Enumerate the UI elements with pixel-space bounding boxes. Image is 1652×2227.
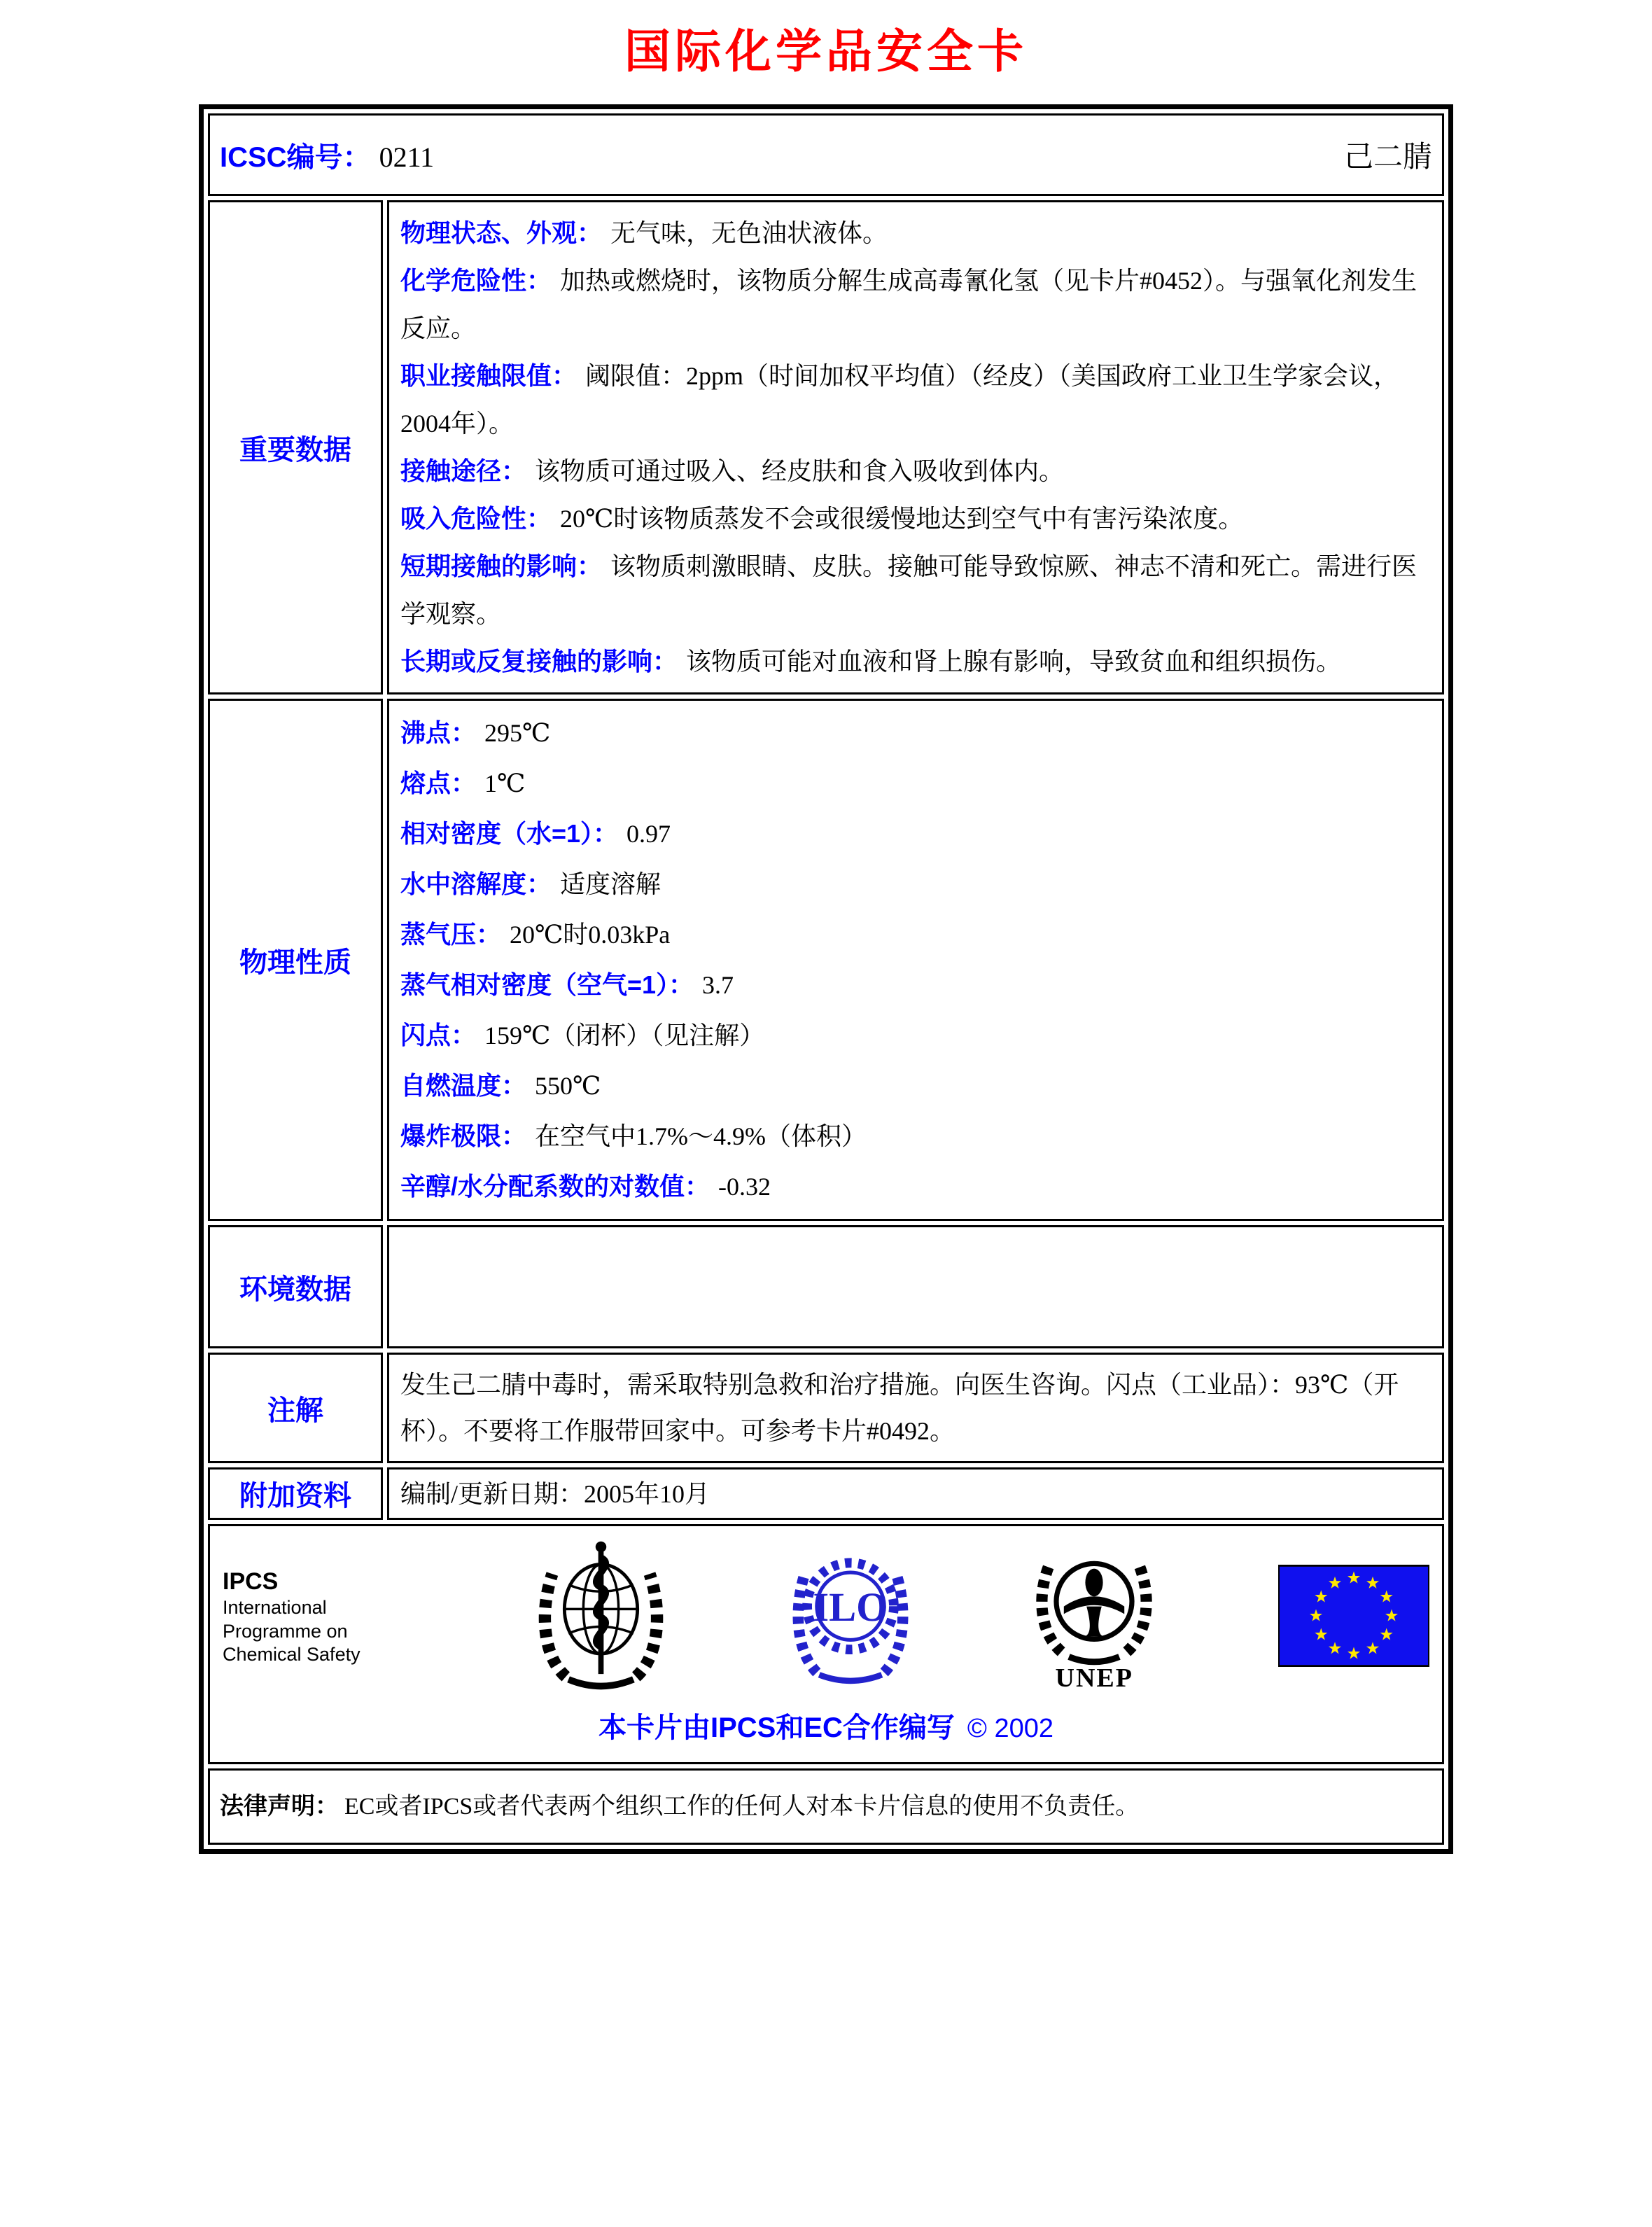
important-data-item [400, 209, 1431, 257]
physical-property-item [400, 1010, 1431, 1061]
item-text: 20℃时0.03kPa [510, 921, 671, 949]
icsc-number-row [208, 113, 1444, 196]
cooperation-caption [218, 1698, 1434, 1755]
item-label: 闪点： [400, 1021, 477, 1049]
page-title: 国际化学品安全卡 [624, 25, 1028, 77]
ipcs-subtitle-line1: International [223, 1596, 327, 1618]
item-label: 短期接触的影响： [400, 552, 603, 580]
item-label: 水中溶解度： [400, 870, 552, 898]
icsc-number-label: ICSC编号： [220, 141, 371, 173]
unep-wordmark: UNEP [1055, 1663, 1133, 1693]
safety-card-table [199, 104, 1453, 1854]
physical-property-item [400, 708, 1431, 758]
notes-title: 注解 [208, 1353, 383, 1463]
important-data-item [400, 543, 1431, 638]
item-text: 3.7 [702, 971, 734, 999]
ilo-letters: ILO [812, 1584, 888, 1630]
unep-logo-icon [1031, 1541, 1157, 1694]
legal-label: 法律声明： [220, 1793, 339, 1820]
item-text: 适度溶解 [560, 870, 662, 898]
physical-property-item [400, 809, 1431, 859]
icsc-number-value: 0211 [379, 141, 435, 173]
physical-properties-row [208, 699, 1444, 1221]
item-label: 辛醇/水分配系数的对数值： [400, 1172, 710, 1201]
icsc-number-group [220, 135, 434, 175]
item-label: 蒸气压： [400, 920, 502, 949]
important-data-item [400, 495, 1431, 543]
icsc-safety-card-page [0, 14, 1652, 2227]
physical-property-item [400, 758, 1431, 809]
logos-cell [208, 1524, 1444, 1764]
item-text: 无气味，无色油状液体。 [610, 219, 888, 247]
physical-properties-title: 物理性质 [208, 699, 383, 1221]
item-label: 吸入危险性： [400, 504, 552, 533]
item-text: 20℃时该物质蒸发不会或很缓慢地达到空气中有害污染浓度。 [560, 505, 1244, 533]
item-text: 159℃（闭杯）（见注解） [484, 1021, 765, 1049]
environmental-data-title: 环境数据 [208, 1225, 383, 1348]
environmental-data-content [387, 1225, 1444, 1348]
item-label: 蒸气相对密度（空气=1）： [400, 970, 694, 999]
physical-property-item [400, 1161, 1431, 1212]
item-text: 在空气中1.7%～4.9%（体积） [535, 1122, 867, 1150]
physical-property-item [400, 960, 1431, 1010]
important-data-item [400, 447, 1431, 495]
ipcs-subtitle-line2: Programme on [223, 1620, 348, 1642]
important-data-row [208, 200, 1444, 694]
important-data-title: 重要数据 [208, 200, 383, 694]
item-label: 熔点： [400, 769, 477, 797]
physical-property-item [400, 909, 1431, 960]
icsc-number-cell [208, 113, 1444, 196]
item-text: 该物质刺激眼睛、皮肤。接触可能导致惊厥、神志不清和死亡。需进行医学观察。 [400, 552, 1418, 628]
item-text: 该物质可能对血液和肾上腺有影响，导致贫血和组织损伤。 [686, 648, 1342, 676]
item-label: 自燃温度： [400, 1071, 527, 1100]
item-text: -0.32 [718, 1173, 771, 1201]
item-text: 阈限值：2ppm（时间加权平均值）（经皮）（美国政府工业卫生学家会议，2004年）。 [400, 362, 1399, 438]
ilo-logo-icon [790, 1535, 911, 1701]
item-text: 550℃ [535, 1072, 601, 1100]
ipcs-text-block [223, 1568, 412, 1667]
update-date-value: 2005年10月 [584, 1479, 710, 1508]
item-label: 职业接触限值： [400, 361, 578, 390]
logos-row [208, 1524, 1444, 1764]
item-label: 爆炸极限： [400, 1122, 527, 1150]
physical-property-item [400, 1061, 1431, 1111]
important-data-item [400, 638, 1431, 685]
item-text: 1℃ [484, 769, 526, 797]
physical-property-item [400, 859, 1431, 909]
notes-content: 发生己二腈中毒时，需采取特别急救和治疗措施。向医生咨询。闪点（工业品）：93℃（开杯）。不要将工作服带回家中。可参考卡片#0492。 [387, 1353, 1444, 1463]
item-text: 加热或燃烧时，该物质分解生成高毒氰化氢（见卡片#0452）。与强氧化剂发生反应。 [400, 267, 1418, 342]
caption-text: 本卡片由IPCS和EC合作编写 [598, 1712, 955, 1743]
item-label: 物理状态、外观： [400, 218, 603, 247]
notes-row [208, 1353, 1444, 1463]
ipcs-name: IPCS [223, 1568, 279, 1595]
copyright-text: © 2002 [967, 1714, 1054, 1743]
chemical-name: 己二腈 [1343, 141, 1432, 174]
ipcs-subtitle-line3: Chemical Safety [223, 1644, 360, 1666]
item-label: 化学危险性： [400, 266, 552, 295]
item-text: 295℃ [484, 719, 551, 747]
important-data-item [400, 257, 1431, 352]
legal-cell [208, 1768, 1444, 1845]
update-date-label: 编制/更新日期： [400, 1479, 584, 1508]
legal-text: EC或者IPCS或者代表两个组织工作的任何人对本卡片信息的使用不负责任。 [344, 1794, 1140, 1820]
important-data-content [387, 200, 1444, 694]
eu-flag-icon [1278, 1565, 1429, 1670]
who-logo-icon [533, 1536, 669, 1699]
item-text: 该物质可通过吸入、经皮肤和食入吸收到体内。 [535, 457, 1065, 485]
additional-info-title: 附加资料 [208, 1467, 383, 1520]
item-text: 0.97 [626, 820, 671, 848]
legal-row [208, 1768, 1444, 1845]
additional-info-content [387, 1467, 1444, 1520]
environmental-data-row [208, 1225, 1444, 1348]
item-label: 接触途径： [400, 456, 527, 485]
item-label: 长期或反复接触的影响： [400, 647, 678, 676]
item-label: 沸点： [400, 718, 477, 747]
item-label: 相对密度（水=1）： [400, 819, 619, 848]
important-data-item [400, 352, 1431, 447]
physical-property-item [400, 1111, 1431, 1161]
physical-properties-content [387, 699, 1444, 1221]
additional-info-row [208, 1467, 1444, 1520]
